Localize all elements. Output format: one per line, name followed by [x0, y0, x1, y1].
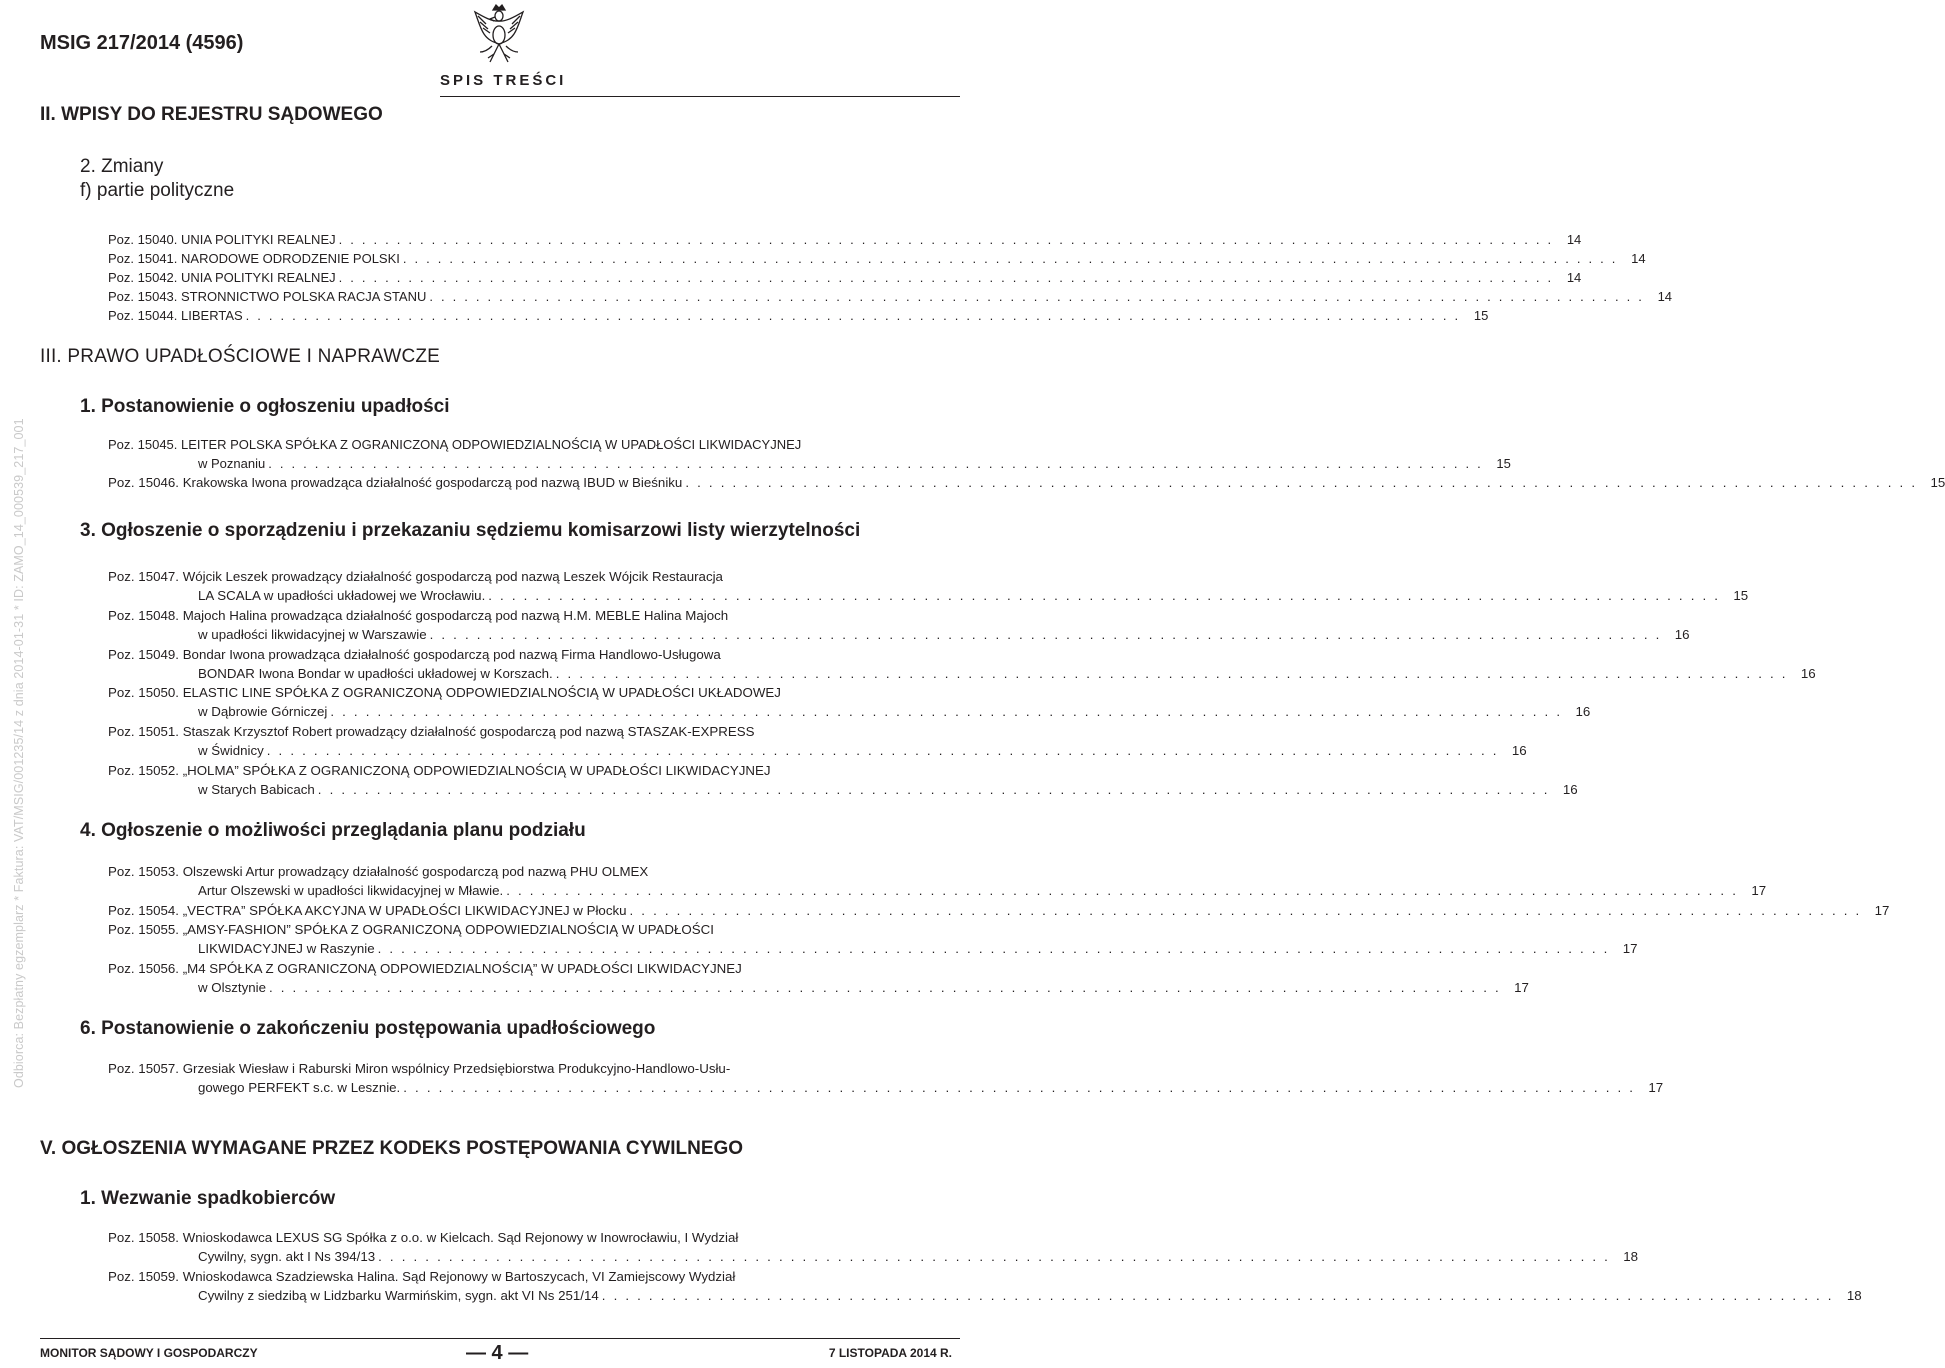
section-heading-v: V. OGŁOSZENIA WYMAGANE PRZEZ KODEKS POSTĘPOWANIA CYWILNEGO: [40, 1138, 744, 1159]
toc-entry[interactable]: Poz. 15057. Grzesiak Wiesław i Raburski Miron wspólnicy Przedsiębiorstwa Produkcyjno-Handlowo-Usłu- gowego PERFEKT s.c. w Lesznie. . . . . . . . . . . . . . . . . . . . . . . . . . . . . . . . . . . . . . . . . . . . . . . . . . . . . . . . . . . . . . . . . . . . . . . . . . . . . . . . . . . . . . . . . . . . . . . . . . . . . . . . . . 17: [108, 1061, 1664, 1095]
toc-title: SPIS TREŚCI: [440, 72, 567, 89]
toc-entry[interactable]: Poz. 15055. „AMSY-FASHION” SPÓŁKA Z OGRANICZONĄ ODPOWIEDZIALNOŚCIĄ W UPADŁOŚCI LIKWIDACYJNEJ w Raszynie . . . . . . . . . . . . . . . . . . . . . . . . . . . . . . . . . . . . . . . . . . . . . . . . . . . . . . . . . . . . . . . . . . . . . . . . . . . . . . . . . . . . . . . . . . . . . . . . . . . . . . . . . 17: [108, 922, 1638, 956]
issue-number: MSIG 217/2014 (4596): [40, 32, 244, 54]
subsection-heading-zakonczenie: 6. Postanowienie o zakończeniu postępowania upadłościowego: [80, 1018, 656, 1039]
subsection-heading-wezwanie: 1. Wezwanie spadkobierców: [80, 1188, 336, 1209]
toc-title-rule: [440, 96, 960, 97]
toc-entry[interactable]: Poz. 15049. Bondar Iwona prowadząca działalność gospodarczą pod nazwą Firma Handlowo-Usługowa BONDAR Iwona Bondar w upadłości układowej w Korszach. . . . . . . . . . . . . . . . . . . . . . . . . . . . . . . . . . . . . . . . . . . . . . . . . . . . . . . . . . . . . . . . . . . . . . . . . . . . . . . . . . . . . . . . . . . . . . . . . . . . . . . . . . 16: [108, 647, 1816, 681]
section-heading-ii: II. WPISY DO REJESTRU SĄDOWEGO: [40, 104, 383, 125]
toc-entry[interactable]: Poz. 15052. „HOLMA” SPÓŁKA Z OGRANICZONĄ ODPOWIEDZIALNOŚCIĄ W UPADŁOŚCI LIKWIDACYJNEJ w Starych Babicach . . . . . . . . . . . . . . . . . . . . . . . . . . . . . . . . . . . . . . . . . . . . . . . . . . . . . . . . . . . . . . . . . . . . . . . . . . . . . . . . . . . . . . . . . . . . . . . . . . . . . . . . . 16: [108, 763, 1578, 797]
toc-entry[interactable]: Poz. 15045. LEITER POLSKA SPÓŁKA Z OGRANICZONĄ ODPOWIEDZIALNOŚCIĄ W UPADŁOŚCI LIKWIDACYJNEJ w Poznaniu . . . . . . . . . . . . . . . . . . . . . . . . . . . . . . . . . . . . . . . . . . . . . . . . . . . . . . . . . . . . . . . . . . . . . . . . . . . . . . . . . . . . . . . . . . . . . . . . . . . . . . . . . 15: [108, 437, 1511, 471]
footer-page-number: — 4 —: [466, 1342, 529, 1364]
toc-entry[interactable]: Poz. 15044. LIBERTAS . . . . . . . . . . . . . . . . . . . . . . . . . . . . . . . . . . . . . . . . . . . . . . . . . . . . . . . . . . . . . . . . . . . . . . . . . . . . . . . . . . . . . . . . . . . . . . . . . . . . . . . . . 15: [108, 308, 1489, 323]
toc-entry[interactable]: Poz. 15043. STRONNICTWO POLSKA RACJA STANU . . . . . . . . . . . . . . . . . . . . . . . . . . . . . . . . . . . . . . . . . . . . . . . . . . . . . . . . . . . . . . . . . . . . . . . . . . . . . . . . . . . . . . . . . . . . . . . . . . . . . . . . . 14: [108, 289, 1673, 304]
section-heading-iii: III. PRAWO UPADŁOŚCIOWE I NAPRAWCZE: [40, 346, 441, 367]
toc-entry[interactable]: Poz. 15059. Wnioskodawca Szadziewska Halina. Sąd Rejonowy w Bartoszycach, VI Zamiejscowy Wydział Cywilny z siedzibą w Lidzbarku Warmińskim, sygn. akt VI Ns 251/14 . . . . . . . . . . . . . . . . . . . . . . . . . . . . . . . . . . . . . . . . . . . . . . . . . . . . . . . . . . . . . . . . . . . . . . . . . . . . . . . . . . . . . . . . . . . . . . . . . . . . . . . . . 18: [108, 1269, 1862, 1303]
toc-entry[interactable]: Poz. 15047. Wójcik Leszek prowadzący działalność gospodarczą pod nazwą Leszek Wójcik Restauracja LA SCALA w upadłości układowej we Wrocławiu. . . . . . . . . . . . . . . . . . . . . . . . . . . . . . . . . . . . . . . . . . . . . . . . . . . . . . . . . . . . . . . . . . . . . . . . . . . . . . . . . . . . . . . . . . . . . . . . . . . . . . . . . . 15: [108, 569, 1749, 603]
footer-rule: [40, 1338, 960, 1339]
footer-date: 7 LISTOPADA 2014 R.: [828, 1346, 952, 1360]
toc-entry[interactable]: Poz. 15046. Krakowska Iwona prowadząca działalność gospodarczą pod nazwą IBUD w Bieśniku . . . . . . . . . . . . . . . . . . . . . . . . . . . . . . . . . . . . . . . . . . . . . . . . . . . . . . . . . . . . . . . . . . . . . . . . . . . . . . . . . . . . . . . . . . . . . . . . . . . . . . . . . 15: [108, 475, 1945, 490]
toc-entry[interactable]: Poz. 15051. Staszak Krzysztof Robert prowadzący działalność gospodarczą pod nazwą STASZAK-EXPRESS w Świdnicy . . . . . . . . . . . . . . . . . . . . . . . . . . . . . . . . . . . . . . . . . . . . . . . . . . . . . . . . . . . . . . . . . . . . . . . . . . . . . . . . . . . . . . . . . . . . . . . . . . . . . . . . . 16: [108, 724, 1527, 758]
footer-publication-name: MONITOR SĄDOWY I GOSPODARCZY: [40, 1346, 258, 1360]
toc-entry[interactable]: Poz. 15042. UNIA POLITYKI REALNEJ . . . . . . . . . . . . . . . . . . . . . . . . . . . . . . . . . . . . . . . . . . . . . . . . . . . . . . . . . . . . . . . . . . . . . . . . . . . . . . . . . . . . . . . . . . . . . . . . . . . . . . . . . 14: [108, 270, 1582, 285]
toc-entry[interactable]: Poz. 15040. UNIA POLITYKI REALNEJ . . . . . . . . . . . . . . . . . . . . . . . . . . . . . . . . . . . . . . . . . . . . . . . . . . . . . . . . . . . . . . . . . . . . . . . . . . . . . . . . . . . . . . . . . . . . . . . . . . . . . . . . . 14: [108, 232, 1582, 247]
subsection-heading-plan-podzialu: 4. Ogłoszenie o możliwości przeglądania planu podziału: [80, 820, 586, 841]
subsection-heading-postanowienie: 1. Postanowienie o ogłoszeniu upadłości: [80, 396, 450, 417]
toc-entry[interactable]: Poz. 15048. Majoch Halina prowadząca działalność gospodarczą pod nazwą H.M. MEBLE Halina Majoch w upadłości likwidacyjnej w Warszawie . . . . . . . . . . . . . . . . . . . . . . . . . . . . . . . . . . . . . . . . . . . . . . . . . . . . . . . . . . . . . . . . . . . . . . . . . . . . . . . . . . . . . . . . . . . . . . . . . . . . . . . . . 16: [108, 608, 1690, 642]
toc-entry[interactable]: Poz. 15054. „VECTRA” SPÓŁKA AKCYJNA W UPADŁOŚCI LIKWIDACYJNEJ w Płocku . . . . . . . . . . . . . . . . . . . . . . . . . . . . . . . . . . . . . . . . . . . . . . . . . . . . . . . . . . . . . . . . . . . . . . . . . . . . . . . . . . . . . . . . . . . . . . . . . . . . . . . . . 17: [108, 903, 1890, 918]
toc-entry[interactable]: Poz. 15056. „M4 SPÓŁKA Z OGRANICZONĄ ODPOWIEDZIALNOŚCIĄ” W UPADŁOŚCI LIKWIDACYJNEJ w Olsztynie . . . . . . . . . . . . . . . . . . . . . . . . . . . . . . . . . . . . . . . . . . . . . . . . . . . . . . . . . . . . . . . . . . . . . . . . . . . . . . . . . . . . . . . . . . . . . . . . . . . . . . . . . 17: [108, 961, 1529, 995]
side-watermark-text: Odbiorca: Bezpłatny egzemplarz * Faktura: VAT/MSIG/001235/14 z dnia 2014-01-31 * ID: ZAMO_14_000539_217_001: [12, 418, 26, 1088]
toc-entry[interactable]: Poz. 15053. Olszewski Artur prowadzący działalność gospodarczą pod nazwą PHU OLMEX Artur Olszewski w upadłości likwidacyjnej w Mławie. . . . . . . . . . . . . . . . . . . . . . . . . . . . . . . . . . . . . . . . . . . . . . . . . . . . . . . . . . . . . . . . . . . . . . . . . . . . . . . . . . . . . . . . . . . . . . . . . . . . . . . . . . 17: [108, 864, 1767, 898]
subsection-heading-lista-wierzytelnosci: 3. Ogłoszenie o sporządzeniu i przekazaniu sędziemu komisarzowi listy wierzytelności: [80, 520, 861, 541]
eagle-emblem-icon: [470, 2, 528, 68]
subsection-heading-zmiany: 2. Zmiany: [80, 156, 164, 177]
toc-entry[interactable]: Poz. 15058. Wnioskodawca LEXUS SG Spółka z o.o. w Kielcach. Sąd Rejonowy w Inowrocławiu, I Wydział Cywilny, sygn. akt I Ns 394/13 . . . . . . . . . . . . . . . . . . . . . . . . . . . . . . . . . . . . . . . . . . . . . . . . . . . . . . . . . . . . . . . . . . . . . . . . . . . . . . . . . . . . . . . . . . . . . . . . . . . . . . . . . 18: [108, 1230, 1639, 1264]
subsubsection-heading-partie: f) partie polityczne: [80, 180, 235, 201]
toc-entry[interactable]: Poz. 15050. ELASTIC LINE SPÓŁKA Z OGRANICZONĄ ODPOWIEDZIALNOŚCIĄ W UPADŁOŚCI UKŁADOWEJ w Dąbrowie Górniczej . . . . . . . . . . . . . . . . . . . . . . . . . . . . . . . . . . . . . . . . . . . . . . . . . . . . . . . . . . . . . . . . . . . . . . . . . . . . . . . . . . . . . . . . . . . . . . . . . . . . . . . . . 16: [108, 685, 1591, 719]
toc-entry[interactable]: Poz. 15041. NARODOWE ODRODZENIE POLSKI . . . . . . . . . . . . . . . . . . . . . . . . . . . . . . . . . . . . . . . . . . . . . . . . . . . . . . . . . . . . . . . . . . . . . . . . . . . . . . . . . . . . . . . . . . . . . . . . . . . . . . . . . 14: [108, 251, 1646, 266]
